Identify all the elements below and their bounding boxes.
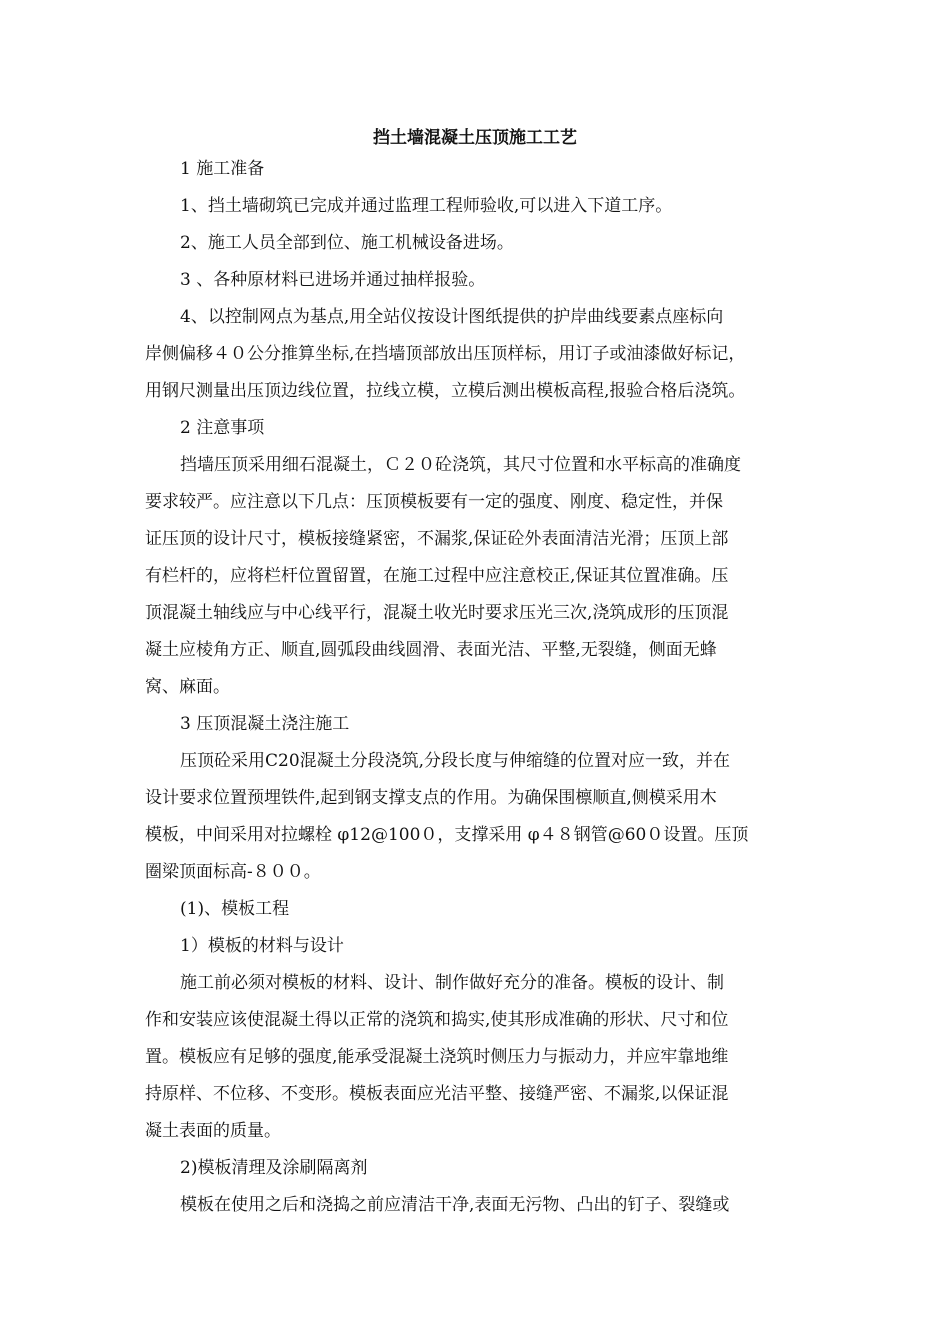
section-heading: 2 注意事项	[180, 418, 265, 438]
subsection-heading: (1)、模板工程	[180, 899, 290, 919]
document-title: 挡土墙混凝土压顶施工工艺	[373, 128, 577, 148]
paragraph-line: 2、施工人员全部到位、施工机械设备进场。	[180, 233, 514, 253]
paragraph-line: 顶混凝土轴线应与中心线平行，混凝土收光时要求压光三次,浇筑成形的压顶混	[145, 603, 729, 623]
paragraph-line: 施工前必须对模板的材料、设计、制作做好充分的准备。模板的设计、制	[180, 973, 724, 993]
paragraph-line: 3 、各种原材料已进场并通过抽样报验。	[180, 270, 486, 290]
paragraph-line: 用钢尺测量出压顶边线位置，拉线立模，立模后测出模板高程,报验合格后浇筑。	[145, 381, 746, 401]
paragraph-line: 要求较严。应注意以下几点：压顶模板要有一定的强度、刚度、稳定性，并保	[145, 492, 723, 512]
paragraph-line: 模板在使用之后和浇捣之前应清洁干净,表面无污物、凸出的钉子、裂缝或	[180, 1195, 730, 1215]
paragraph-line: 圈梁顶面标高-８００。	[145, 862, 321, 882]
section-heading: 1 施工准备	[180, 159, 265, 179]
paragraph-line: 作和安装应该使混凝土得以正常的浇筑和捣实,使其形成准确的形状、尺寸和位	[145, 1010, 729, 1030]
paragraph-line: 挡墙压顶采用细石混凝土，Ｃ２０砼浇筑，其尺寸位置和水平标高的准确度	[180, 455, 741, 475]
paragraph-line: 压顶砼采用C20混凝土分段浇筑,分段长度与伸缩缝的位置对应一致，并在	[180, 751, 731, 771]
subsection-heading: 2)模板清理及涂刷隔离剂	[180, 1158, 368, 1178]
paragraph-line: 凝土应棱角方正、顺直,圆弧段曲线圆滑、表面光洁、平整,无裂缝，侧面无蜂	[145, 640, 717, 660]
paragraph-line: 窝、麻面。	[145, 677, 230, 697]
paragraph-line: 岸侧偏移４０公分推算坐标,在挡墙顶部放出压顶样标，用订子或油漆做好标记，	[145, 344, 746, 364]
paragraph-line: 证压顶的设计尺寸，模板接缝紧密，不漏浆,保证砼外表面清洁光滑；压顶上部	[145, 529, 729, 549]
subsection-heading: 1）模板的材料与设计	[180, 936, 344, 956]
paragraph-line: 凝土表面的质量。	[145, 1121, 281, 1141]
paragraph-line: 设计要求位置预埋铁件,起到钢支撑支点的作用。为确保围檩顺直,侧模采用木	[145, 788, 717, 808]
section-heading: 3 压顶混凝土浇注施工	[180, 714, 350, 734]
paragraph-line: 4、以控制网点为基点,用全站仪按设计图纸提供的护岸曲线要素点座标向	[180, 307, 724, 327]
paragraph-line: 持原样、不位移、不变形。模板表面应光洁平整、接缝严密、不漏浆,以保证混	[145, 1084, 729, 1104]
paragraph-line: 有栏杆的，应将栏杆位置留置，在施工过程中应注意校正,保证其位置准确。压	[145, 566, 729, 586]
paragraph-line: 1、挡土墙砌筑已完成并通过监理工程师验收,可以进入下道工序。	[180, 196, 673, 216]
paragraph-line: 模板，中间采用对拉螺栓 φ12@100０，支撑采用 φ４８钢管@60０设置。压顶	[145, 825, 749, 845]
paragraph-line: 置。模板应有足够的强度,能承受混凝土浇筑时侧压力与振动力，并应牢靠地维	[145, 1047, 729, 1067]
